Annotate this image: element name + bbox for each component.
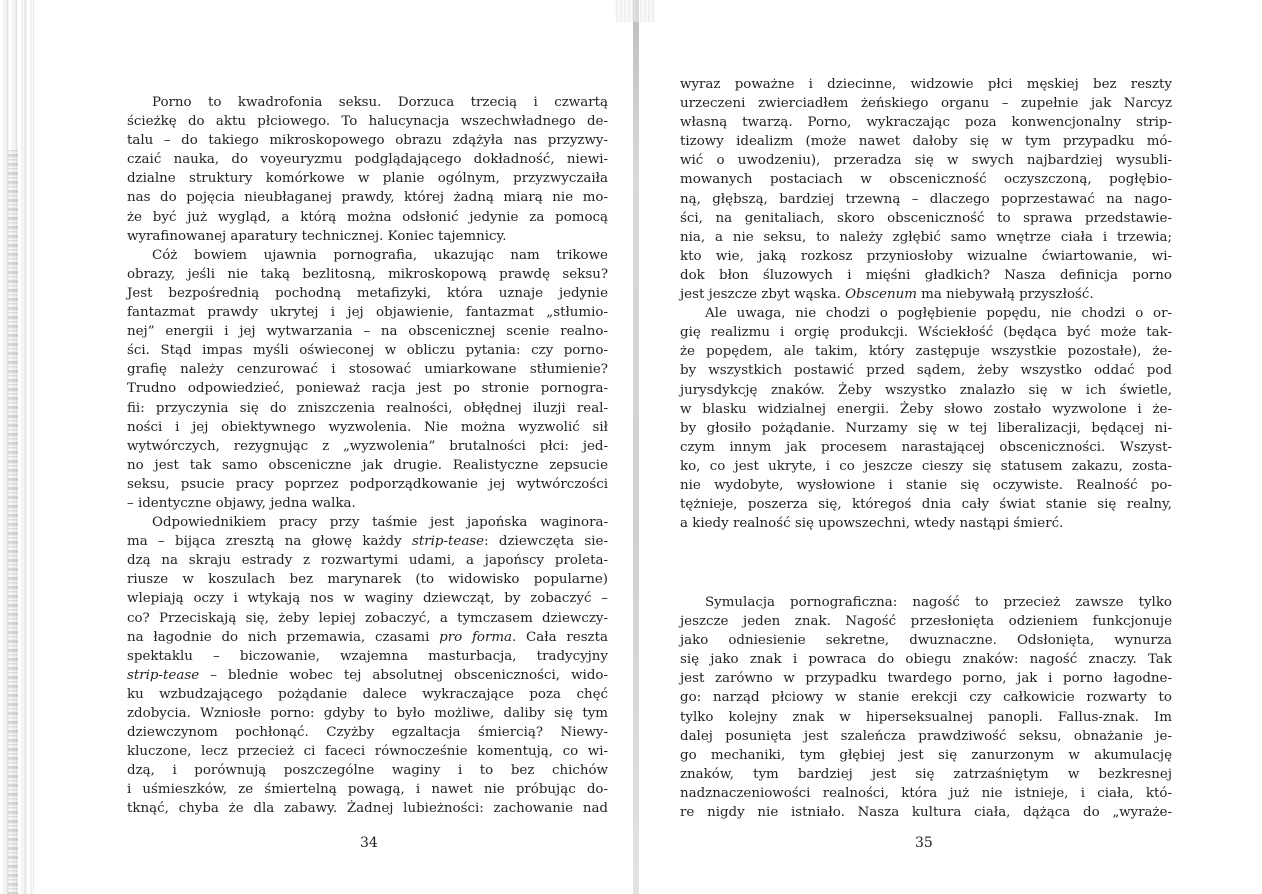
scan-edge-artifact: [8, 150, 18, 894]
scan-gutter-artifact: [615, 0, 655, 22]
text-line: go: narząd płciowy w stanie erekcji czy całkowicie rozwarty to: [680, 690, 1172, 706]
text-line: urzeczeni zwierciadłem żeńskiego organu – zupełnie jak Narcyz: [680, 96, 1172, 112]
text-line: zdobycia. Wzniosłe porno: gdyby to było możliwe, daliby się tym: [127, 706, 608, 721]
paragraph: [680, 304, 1172, 533]
text-line: dzą, i porównują poszczególne waginy i to bez chichów: [127, 763, 608, 779]
text-line: seksu, psucie pracy poprzez podporządkowanie jej wytwórczości: [127, 476, 608, 492]
text-line: się jako znak i powraca do obiegu znaków: nagość znaczy. Tak: [680, 652, 1172, 668]
paragraph: [127, 246, 608, 513]
text-line: talu – do takiego mikroskopowego obrazu zdążyła nas przyzwy-: [127, 133, 608, 149]
text-line: by głosiło pożądanie. Nurzamy się w tej liberalizacji, będącej ni-: [680, 420, 1172, 436]
text-line: jurysdykcję znaków. Żeby wszystko znalazło się w ich świetle,: [680, 382, 1172, 398]
text-line: mowanych postaciach w obsceniczność oczyszczoną, pogłębio-: [680, 172, 1172, 188]
text-line: no jest tak samo obsceniczne jak drugie. Realistyczne zepsucie: [127, 457, 608, 473]
text-segment: ma – bijąca zresztą na głowę każdy: [127, 534, 412, 550]
text-line: i uśmieszków, ze śmiertelną powagą, i nawet nie próbując do-: [127, 782, 608, 798]
text-line: nia, a nie seksu, to należy zgłębić samo wnętrze ciała i trzewia;: [680, 229, 1172, 245]
paragraph: [680, 75, 1172, 304]
text-line: [127, 532, 608, 551]
text-line: Trudno odpowiedzieć, ponieważ racja jest po stronie pornogra-: [127, 381, 608, 397]
text-line: czym innym jak procesem narastającej obsceniczności. Wszyst-: [680, 439, 1172, 455]
text-line: gię realizmu i orgię produkcji. Wściekłość (będąca być może tak-: [680, 325, 1172, 341]
text-line: ści. Stąd impas myśli oświeconej w obliczu pytania: czy porno-: [127, 343, 608, 359]
text-line: [127, 666, 608, 685]
text-line: jako odniesienie sekretne, dwuznaczne. Odsłonięta, wynurza: [680, 633, 1172, 649]
text-line: grafię należy cenzurować i stosować umiarkowane stłumienie?: [127, 362, 608, 378]
text-line: Porno to kwadrofonia seksu. Dorzuca trzecią i czwartą: [152, 95, 608, 110]
text-line: obrazy, jeśli nie taką bezlitosną, mikroskopową prawdę seksu?: [127, 266, 608, 282]
text-line: wlepiają oczy i wtykają nos w waginy dziewcząt, by zobaczyć –: [127, 591, 608, 607]
text-line: wyraz poważne i dziecinne, widzowie płci męskiej bez reszty: [680, 77, 1172, 92]
text-line: dzą na skraju estrady z rozwartymi udami, a japońscy proleta-: [127, 553, 608, 569]
text-line: go mechaniki, tym głębiej jest się zanurzonym w akumulację: [680, 747, 1172, 763]
paragraph: [127, 93, 608, 246]
text-line: by wszystkich postawić przed sądem, żeby wszystko oddać pod: [680, 363, 1172, 379]
right-page-text-top: [680, 75, 1172, 533]
text-segment: ma niebywałą przyszłość.: [916, 287, 1094, 303]
text-line: ności i jej obiektywnego wyzwolenia. Nie można wyzwolić sił: [127, 419, 608, 435]
text-line: – identyczne objawy, jedna walka.: [127, 495, 356, 511]
text-line: riusze w koszulach bez marynarek (to widowisko popularne): [127, 572, 608, 588]
text-line: nas do pojęcia nieubłaganej prawdy, której żadną miarą nie mo-: [127, 190, 608, 206]
book-gutter: [633, 0, 639, 894]
text-line: ku wzbudzającego pożądanie dalece wykraczające poza chęć: [127, 686, 608, 702]
text-line: ną, głębszą, bardziej trzewną – dlaczego poprzestawać na nago-: [680, 191, 1172, 207]
text-line: Odpowiednikiem pracy przy taśmie jest japońska waginora-: [152, 515, 608, 531]
text-segment: – blednie wobec tej absolutnej obsceniczności, wido-: [199, 667, 608, 683]
text-line: ści, na genitaliach, skoro obsceniczność to sprawa przedstawie-: [680, 210, 1172, 226]
italic-text: Obscenum: [845, 287, 917, 303]
page-number-left: 34: [360, 835, 378, 851]
paragraph: [680, 593, 1172, 822]
italic-text: strip-tease: [127, 667, 200, 683]
italic-text: strip-tease: [411, 534, 485, 550]
text-line: dalej posunięta jest szaleńcza prawdziwość seksu, obnażanie je-: [680, 728, 1172, 744]
text-line: ścieżkę do aktu płciowego. To halucynacja wszechwładnego de-: [127, 114, 608, 130]
right-page-text-bottom: [680, 593, 1172, 822]
text-line: jeszcze jeden znak. Nagość przesłonięta odzieniem funkcjonuje: [680, 614, 1172, 630]
text-line: fii: przyczynia się do zniszczenia realności, obłędnej iluzji real-: [127, 400, 608, 416]
text-line: nej” energii i jej wytwarzania – na obscenicznej scenie realno-: [127, 324, 608, 340]
text-line: kto wie, jaką rozkosz przyniosłoby wizualne ćwiartowanie, wi-: [680, 248, 1172, 264]
text-line: że być już wygląd, a którą można odsłonić jedynie za pomocą: [127, 209, 608, 225]
text-line: jest zarówno w przypadku twardego porno, jak i porno łagodne-: [680, 671, 1172, 687]
text-line: Ale uwaga, nie chodzi o pogłębienie popędu, nie chodzi o or-: [705, 306, 1172, 322]
left-page-text: [127, 93, 608, 819]
text-segment: jest jeszcze zbyt wąska.: [680, 287, 846, 303]
text-segment: . Cała reszta: [512, 629, 608, 645]
text-line: dzialne struktury komórkowe w planie ogólnym, przyzwyczaiła: [127, 171, 608, 187]
text-line: a kiedy realność się upowszechni, wtedy nastąpi śmierć.: [680, 516, 1064, 532]
text-line: tężnieje, poszerza się, któregoś dnia cały świat stanie się realny,: [680, 497, 1172, 513]
text-line: kluczone, lecz przecież ci faceci równocześnie komentują, co wi-: [127, 744, 608, 760]
text-line: czaić nauka, do voyeuryzmu podglądającego dokładność, niewi-: [127, 152, 608, 168]
text-line: dok błon śluzowych i mięśni gładkich? Nasza definicja porno: [680, 267, 1172, 283]
text-line: wyrafinowanej aparatury technicznej. Koniec tajemnicy.: [127, 228, 507, 244]
text-line: nadznaczeniowości realności, która już nie istnieje, i ciała, któ-: [680, 785, 1172, 801]
paragraph: [127, 513, 608, 819]
text-segment: na łagodnie do nich przemawia, czasami: [127, 629, 440, 645]
page-number-right: 35: [915, 835, 933, 851]
italic-text: pro forma: [439, 629, 513, 645]
text-segment: : dziewczęta sie-: [484, 534, 608, 550]
text-line: że popędem, ale takim, który zastępuje wszystkie pozostałe), że-: [680, 344, 1172, 360]
text-line: własną twarzą. Porno, wykraczając poza konwencjonalny strip-: [680, 115, 1172, 131]
text-line: [680, 285, 1172, 304]
text-line: wytwórczych, rezygnując z „wyzwolenia” brutalności płci: jed-: [127, 438, 608, 454]
text-line: ko, co jest ukryte, i co jeszcze cieszy się statusem zakazu, zosta-: [680, 458, 1172, 474]
text-line: Symulacja pornograficzna: nagość to przecież zawsze tylko: [705, 595, 1172, 610]
text-line: tylko kolejny znak w hiperseksualnej panopli. Fallus-znak. Im: [680, 709, 1172, 725]
text-line: co? Przeciskają się, żeby lepiej zobaczyć, a tymczasem dziewczy-: [127, 610, 608, 626]
text-line: dziewczynom pochłonąć. Czyżby egzaltacja śmiercią? Niewy-: [127, 725, 608, 741]
text-line: wić o uwodzeniu), przeradza się w swych najbardziej wysubli-: [680, 153, 1172, 169]
text-line: tknąć, chyba że dla zabawy. Żadnej lubieżności: zachowanie nad: [127, 801, 608, 817]
text-line: znaków, tym bardziej jest się zatrzaśniętym w bezkresnej: [680, 766, 1172, 782]
text-line: nie wydobyte, wysłowione i stanie się oczywiste. Realność po-: [680, 477, 1172, 493]
text-line: tizowy idealizm (może nawet dałoby się w tym przypadku mó-: [680, 134, 1172, 150]
text-line: fantazmat prawdy ukrytej i jej objawienie, fantazmat „stłumio-: [127, 305, 608, 321]
text-line: Jest bezpośrednią pochodną metafizyki, która uznaje jedynie: [127, 285, 608, 301]
text-line: re nigdy nie istniało. Nasza kultura ciała, dążąca do „wyraże-: [680, 805, 1172, 821]
text-line: w blasku widzialnej energii. Żeby słowo zostało wyzwolone i że-: [680, 401, 1172, 417]
text-line: [127, 628, 608, 647]
text-line: spektaklu – biczowanie, wzajemna masturbacja, tradycyjny: [127, 648, 608, 664]
text-line: Cóż bowiem ujawnia pornografia, ukazując nam trikowe: [152, 247, 608, 263]
